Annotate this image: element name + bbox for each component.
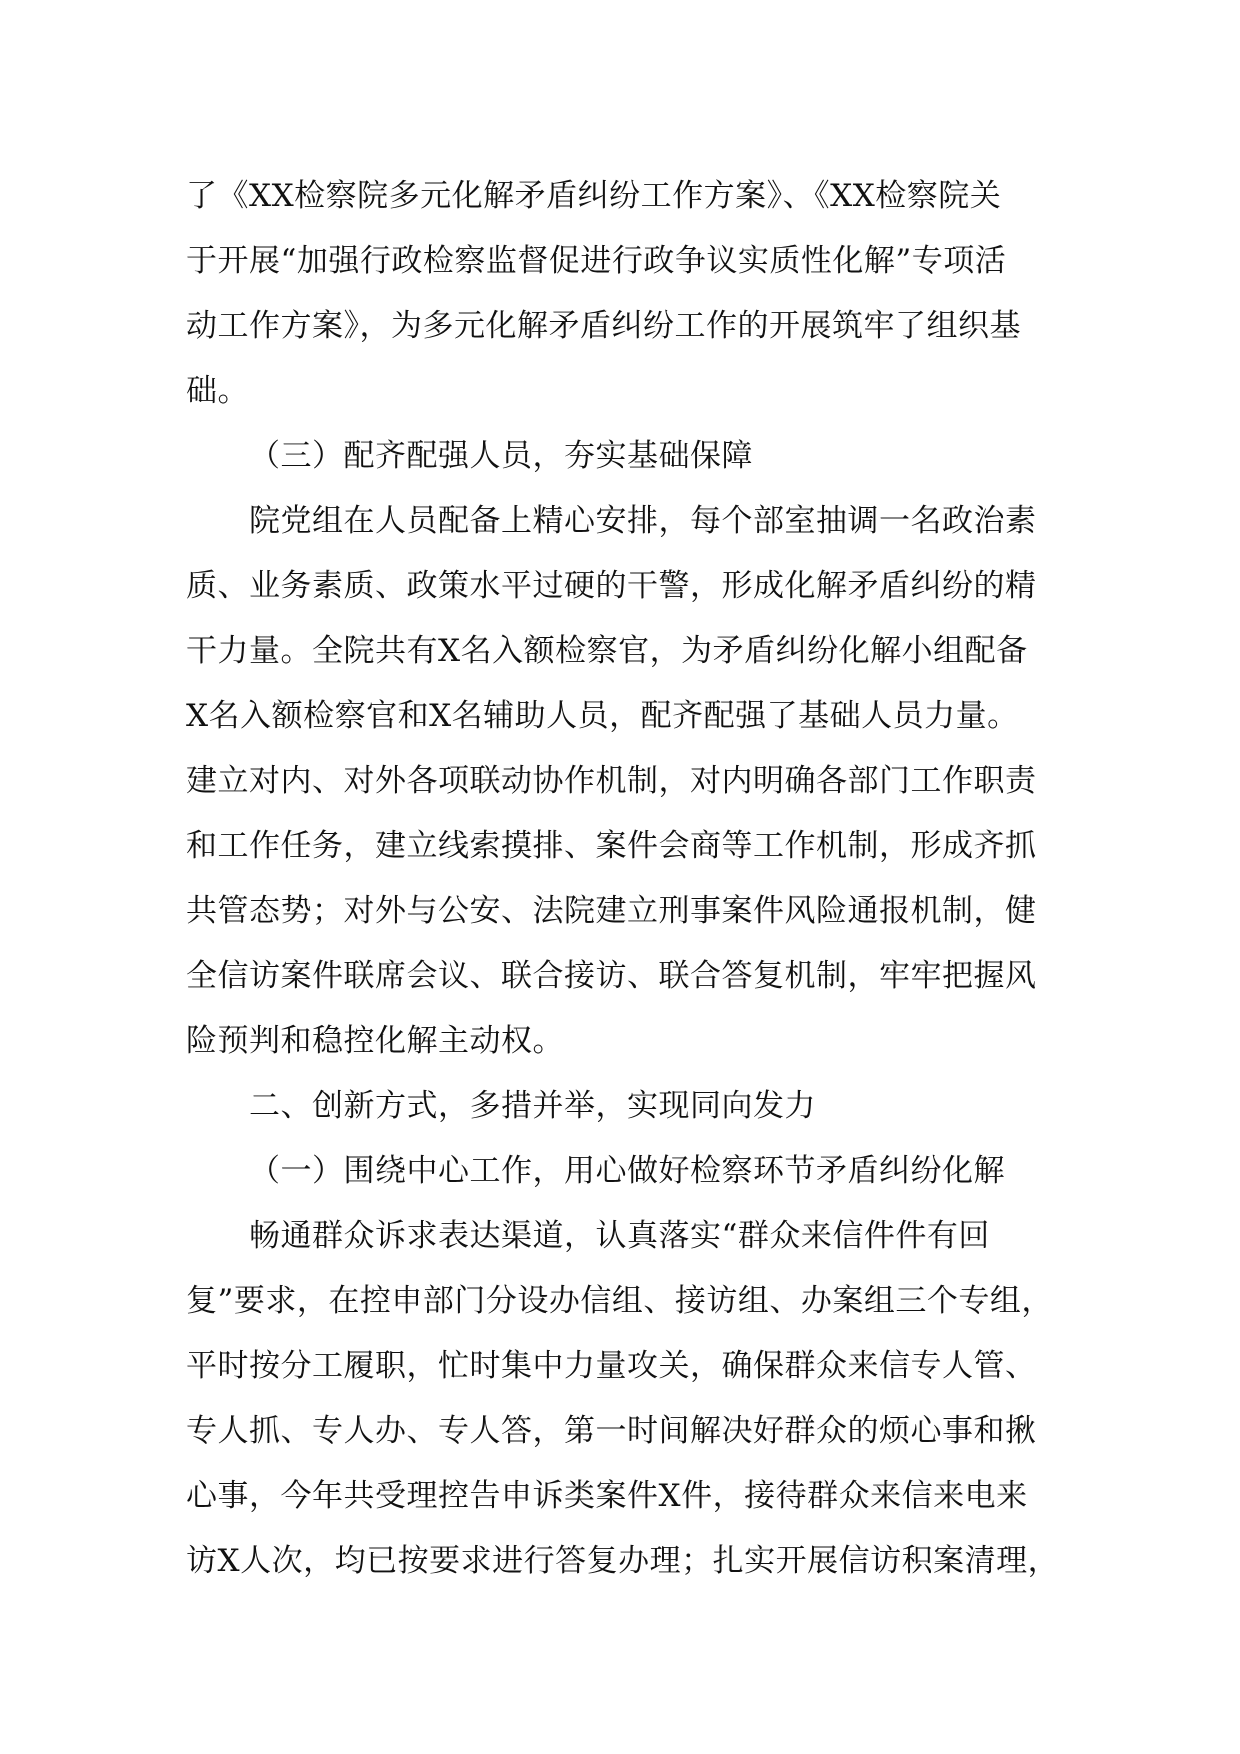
text-line: 险预判和稳控化解主动权。 — [186, 1023, 564, 1059]
text-line: 动工作方案》，为多元化解矛盾纠纷工作的开展筑牢了组织基 — [186, 308, 1021, 344]
text-line: 访X人次，均已按要求进行答复办理；扎实开展信访积案清理， — [186, 1543, 1060, 1579]
text-line: 了《XX检察院多元化解矛盾纠纷工作方案》、《XX检察院关 — [186, 178, 1002, 214]
text-line: 心事，今年共受理控告申诉类案件X件，接待群众来信来电来 — [186, 1478, 1028, 1514]
text-line: 全信访案件联席会议、联合接访、联合答复机制，牢牢把握风 — [186, 958, 1037, 994]
text-line: 和工作任务，建立线索摸排、案件会商等工作机制，形成齐抓 — [186, 828, 1037, 864]
text-line: 平时按分工履职，忙时集中力量攻关，确保群众来信专人管、 — [186, 1348, 1037, 1384]
section-heading: 二、创新方式，多措并举，实现同向发力 — [249, 1088, 816, 1124]
section-heading: （一）围绕中心工作，用心做好检察环节矛盾纠纷化解 — [249, 1153, 1005, 1189]
text-line: 质、业务素质、政策水平过硬的干警，形成化解矛盾纠纷的精 — [186, 568, 1037, 604]
text-line: 础。 — [186, 373, 249, 409]
text-line: 建立对内、对外各项联动协作机制，对内明确各部门工作职责 — [186, 763, 1037, 799]
text-line: 院党组在人员配备上精心安排，每个部室抽调一名政治素 — [249, 503, 1037, 539]
text-line: X名入额检察官和X名辅助人员，配齐配强了基础人员力量。 — [186, 698, 1019, 734]
section-heading: （三）配齐配强人员，夯实基础保障 — [249, 438, 753, 474]
text-line: 复”要求，在控申部门分设办信组、接访组、办案组三个专组， — [186, 1283, 1053, 1319]
text-line: 干力量。全院共有X名入额检察官，为矛盾纠纷化解小组配备 — [186, 633, 1028, 669]
text-line: 专人抓、专人办、专人答，第一时间解决好群众的烦心事和揪 — [186, 1413, 1037, 1449]
text-line: 畅通群众诉求表达渠道，认真落实“群众来信件件有回 — [249, 1218, 990, 1254]
text-line: 于开展“加强行政检察监督促进行政争议实质性化解”专项活 — [186, 243, 1007, 279]
text-line: 共管态势；对外与公安、法院建立刑事案件风险通报机制，健 — [186, 893, 1037, 929]
